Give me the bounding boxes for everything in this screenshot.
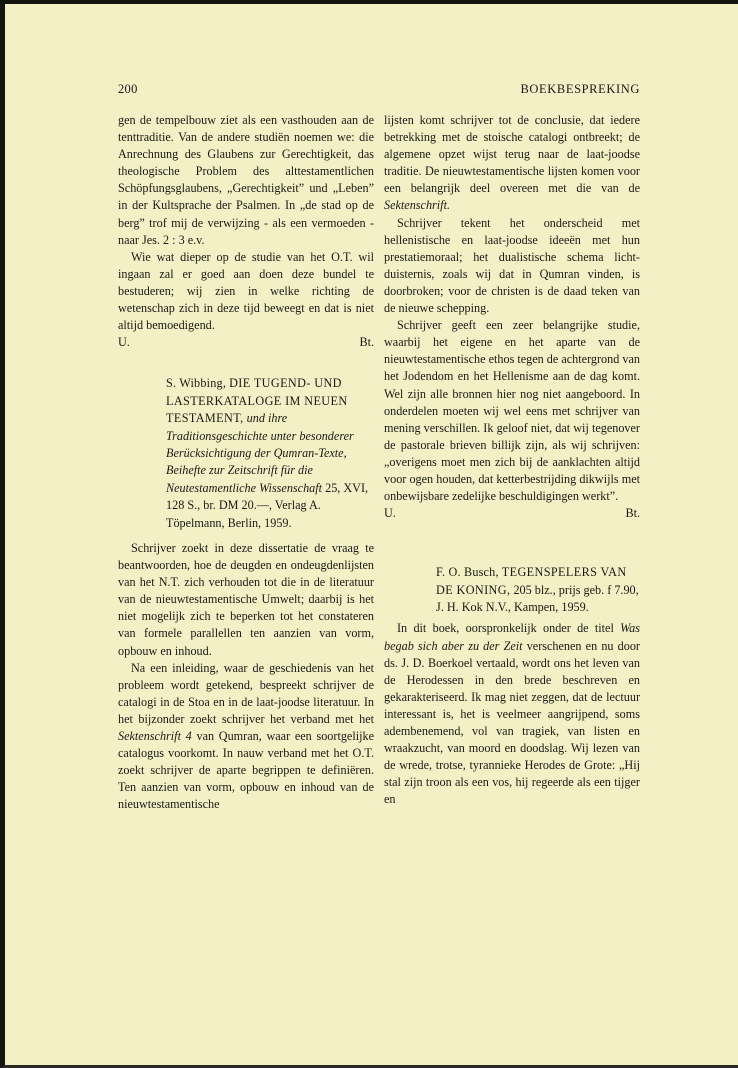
bib-details: 205 blz., prijs geb. f 7.90, J. H. Kok N.V., Kampen, 1959. — [436, 582, 639, 615]
signature-author: Bt. — [359, 335, 374, 350]
right-paragraph-1-text: lijsten komt schrijver tot de conclusie, dat iedere betrekking met de stoische catalogi ontbreekt; de algemene opzet wijst terug naar de laat-joodse traditie. De nieuwtestamentische lijsten komen voor een belangrijk deel overeen met die van de — [384, 113, 640, 196]
right-paragraph-4 — [384, 620, 640, 808]
signature-initial: U. — [118, 335, 130, 350]
bibliographic-entry-wibbing — [166, 375, 374, 532]
right-column — [384, 112, 640, 809]
signature-initial: U. — [384, 506, 396, 521]
left-paragraph-1: gen de tempelbouw ziet als een vasthouden aan de tenttraditie. Van de andere studiën noemen we: die Anrechnung des Glaubens zur Gerechtigkeit, das theologische Problem des alttestamentlichen Schöpfungsglaubens, „Gerechtigkeit” und „Leben” in der Kultsprache der Psalmen. In „de stad op de berg” trof mij de verwijzing - als een vermoeden - naar Jes. 2 : 3 e.v. — [118, 113, 374, 247]
right-paragraph-1-italic: Sektenschrift. — [384, 198, 450, 213]
left-paragraph-4-text-a: Na een inleiding, waar de geschiedenis van het probleem wordt getekend, bespreekt schrijver de catalogi in de Stoa en in de laat-joodse literatuur. In het bijzonder zoekt schrijver het verband met het — [118, 660, 374, 726]
right-paragraph-2: Schrijver tekent het onderscheid met hellenistische en laat-joodse ideeën met hun prestatiemoraal; het dualistische schema licht-duisternis, zoals wij dat in Qumran vinden, is doorbroken; voor de christen is de daad teken van de nieuwe schepping. — [384, 215, 640, 316]
right-paragraph-1 — [384, 112, 640, 215]
right-paragraph-4-text-a: In dit boek, oorspronkelijk onder de titel — [397, 621, 614, 636]
left-paragraph-4-italic: Sektenschrift 4 — [118, 729, 192, 743]
bibliographic-entry-busch — [436, 564, 640, 616]
bib-title: DIE TUGEND- UND LASTERKATALOGE IM NEUEN TESTAMENT, — [166, 376, 348, 426]
left-paragraph-3: Schrijver zoekt in deze dissertatie de vraag te beantwoorden, hoe de deugden en ondeugdenlijsten van het N.T. zich verhouden tot die in de literatuur van de nieuwtestamentische Umwelt; daarbij is het niet mogelijk zich te beperken tot het constateren van formele parallellen ten aanzien van vorm, opbouw en inhoud. — [118, 540, 374, 658]
signature-author: Bt. — [625, 506, 640, 521]
running-head: BOEKBESPREKING — [520, 82, 640, 96]
bib-details: 25, XVI, 128 S., br. DM 20.—, Verlag A. Töpelmann, Berlin, 1959. — [166, 480, 369, 530]
page-header — [118, 82, 640, 98]
right-paragraph-3: Schrijver geeft een zeer belangrijke studie, waarbij het eigene en het aparte van de nieuwtestamentische ethos tegen de achtergrond van het Jodendom en het Hellenisme aan de dag komt. Wel zijn alle bronnen hier nog niet aangeboord. In onderdelen moeten wij wel eens met schrijver van mening verschillen. Ik geloof niet, dat wij tegenover de pastorale brieven billijk zijn, als wij schrijven: „overigens moet men zich bij de aanklachten altijd voor ogen houden, dat ketterbestrijding dikwijls met onbewijsbare zedelijke beschuldigingen werkt”. — [384, 318, 640, 504]
right-paragraph-4-italic: Was begab sich aber zu der Zeit — [384, 621, 640, 653]
bib-author: F. O. Busch, — [436, 565, 499, 580]
left-paragraph-4 — [118, 660, 374, 814]
bib-title: TEGENSPELERS VAN DE KONING, — [436, 565, 627, 597]
left-column — [118, 112, 374, 813]
right-paragraph-4-text-b: verschenen en nu door ds. J. D. Boerkoel vertaald, wordt ons het leven van de Herodessen in den brede beschreven en gekarakteriseerd. Ik mag niet zeggen, dat de lectuur interessant is, het is veelmeer aangrijpend, soms adembenemend, vol van tragiek, van listen en wraakzucht, van moord en doodslag. Wij lezen van de wrede, trotse, tyrannieke Herodes de Grote: „Hij stal zijn troon als een vos, hij regeerde als een tijger en — [384, 638, 640, 807]
bib-author: S. Wibbing, — [166, 376, 227, 391]
left-paragraph-4-text-b: van Qumran, waar een soortgelijke catalogus voorkomt. In nauw verband met het O.T. zoekt schrijver de aparte begrippen te definiëren. Ten aanzien van vorm, opbouw en inhoud van de nieuwtestamentische — [118, 729, 375, 812]
bib-subtitle: und ihre Traditionsgeschichte unter besonderer Berücksichtigung der Qumran-Texte, Beihefte zur Zeitschrift für die Neutestamentliche Wissenschaft — [166, 411, 354, 495]
review-signature-1 — [118, 334, 374, 351]
page-number: 200 — [118, 82, 138, 96]
left-paragraph-2: Wie wat dieper op de studie van het O.T. wil ingaan zal er goed aan doen deze bundel te bestuderen; wij zien in welke richting de wetenschap zich in deze tijd beweegt en dat is niet altijd bemoedigend. — [118, 249, 374, 333]
review-signature-2 — [384, 505, 640, 522]
